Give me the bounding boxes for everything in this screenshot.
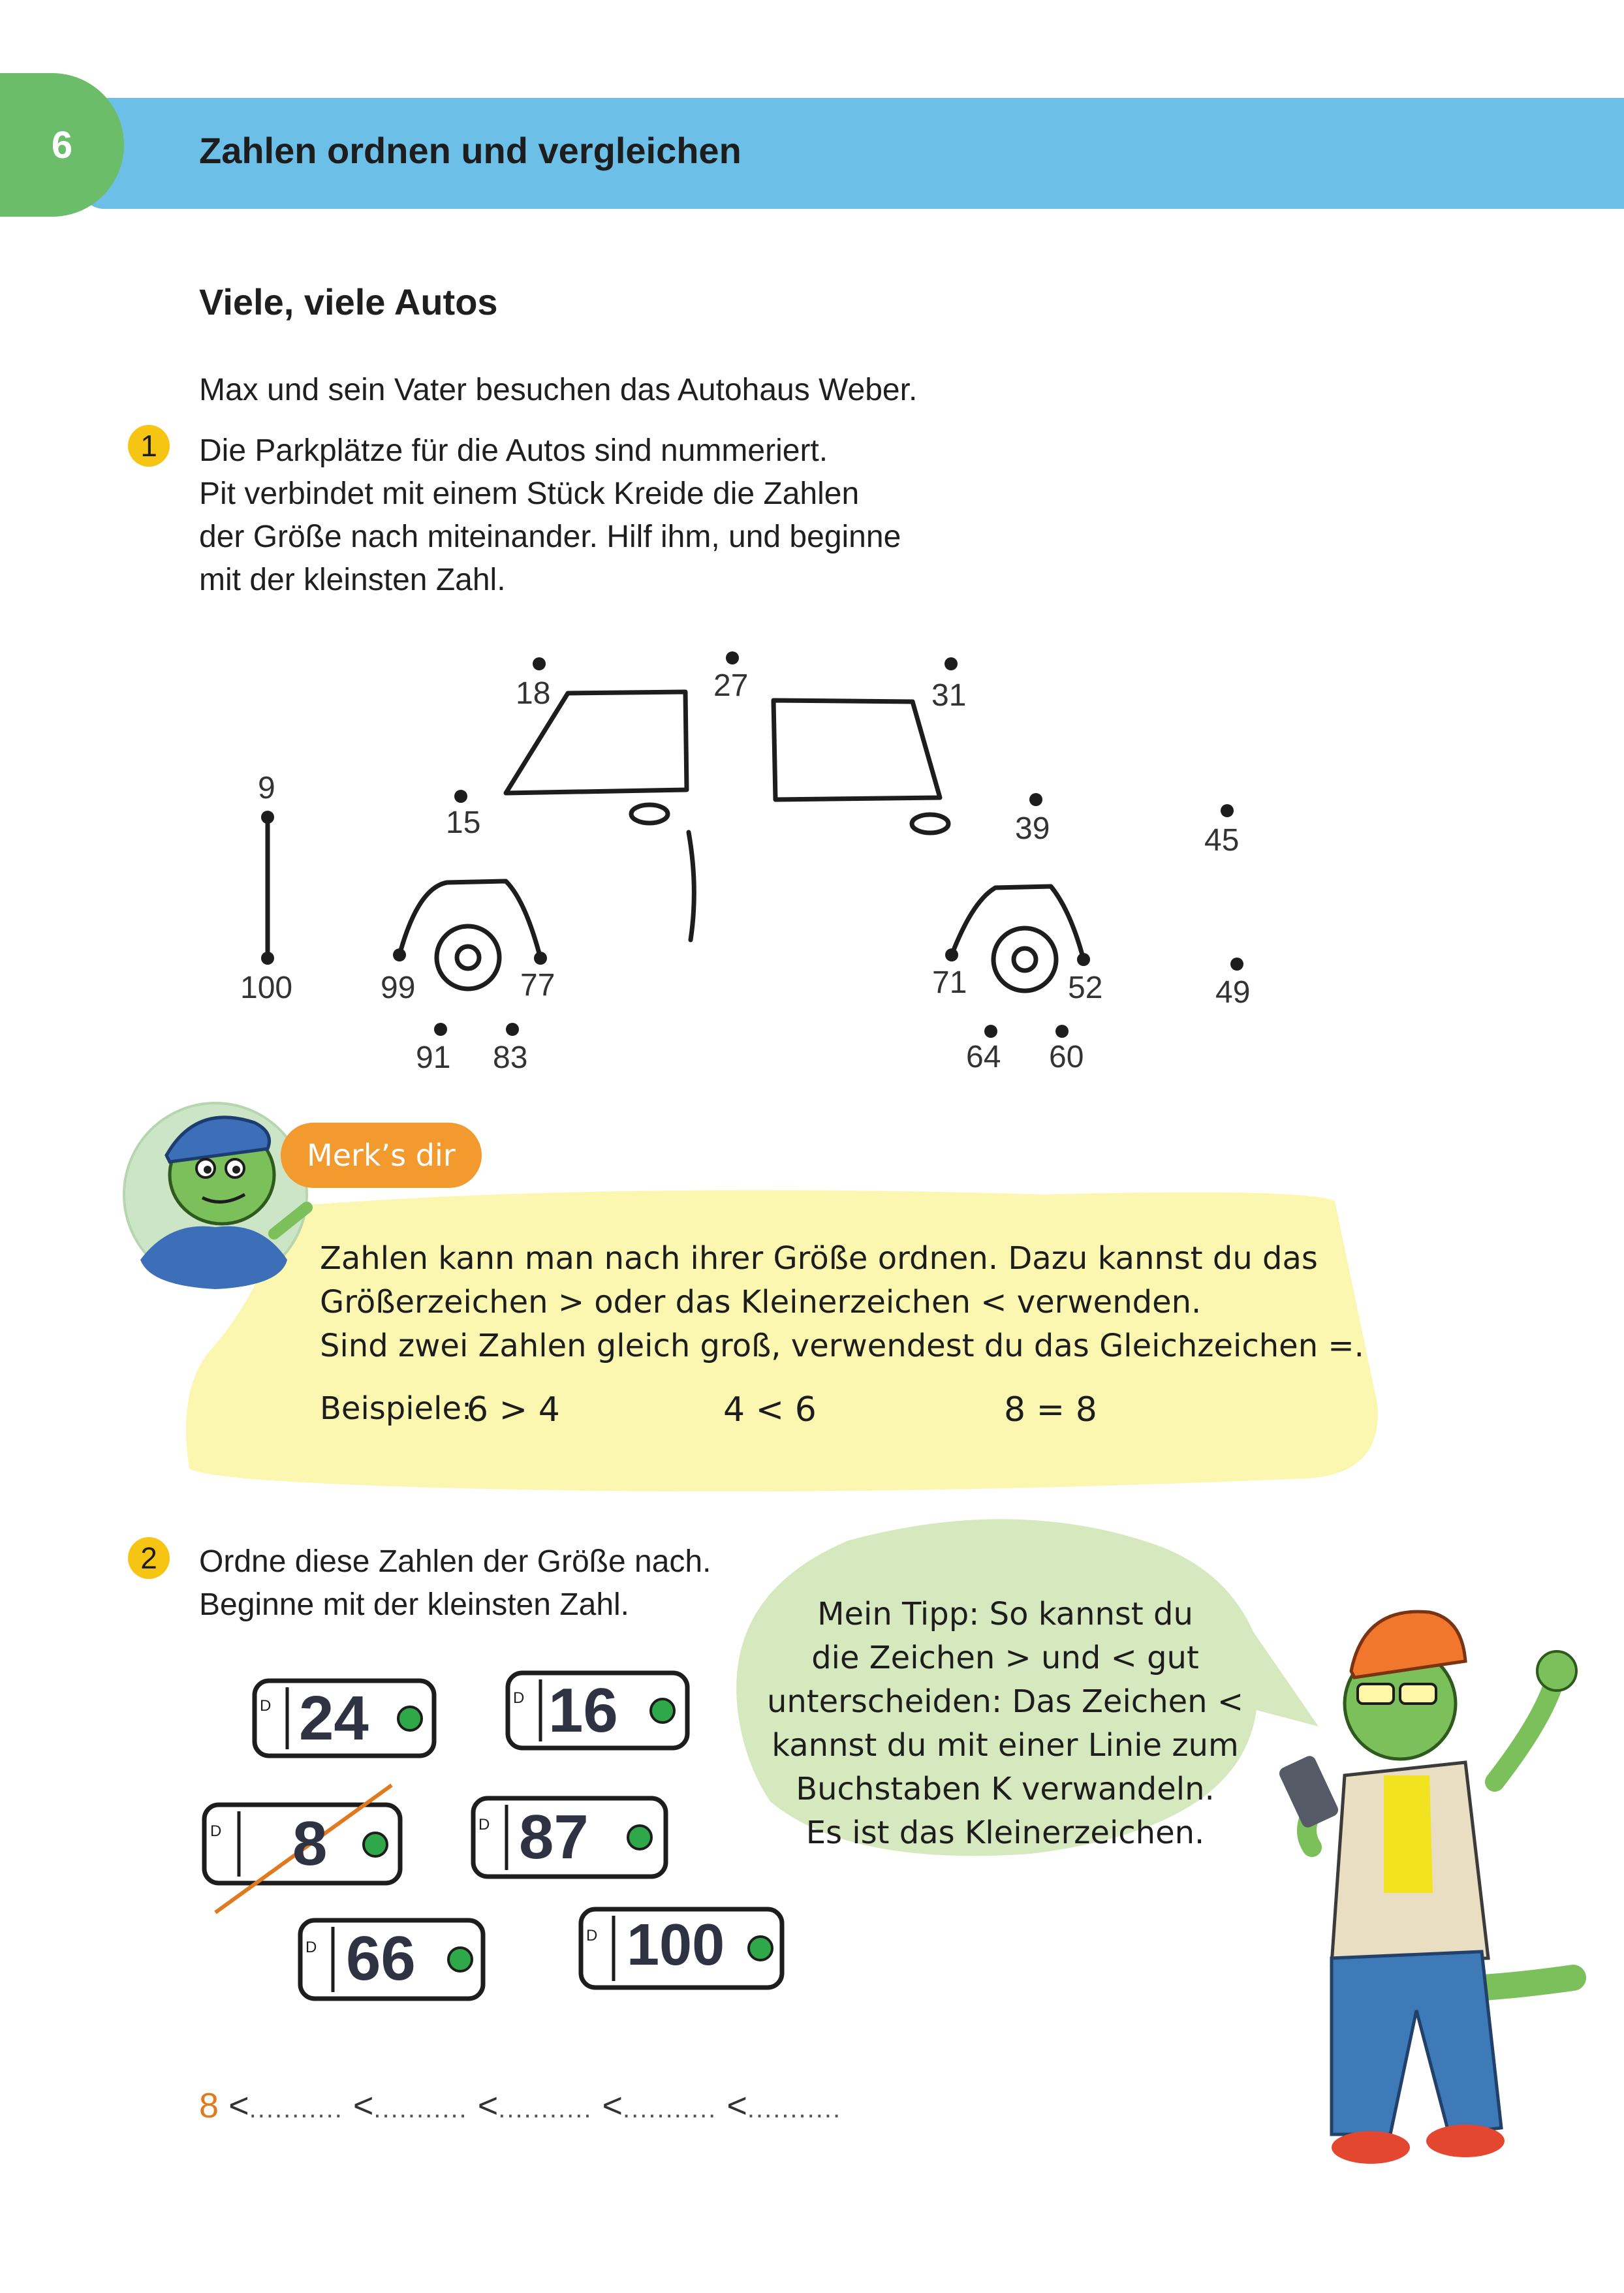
answer-blank[interactable]: ........... xyxy=(249,2095,343,2123)
dot-label-100: 100 xyxy=(240,971,293,1005)
dot-83 xyxy=(506,1023,519,1036)
example-3: 8 = 8 xyxy=(1004,1390,1097,1429)
task-1-line: der Größe nach miteinander. Hilf ihm, und beginne xyxy=(199,520,901,554)
dot-label-71: 71 xyxy=(932,965,967,1000)
dot-label-60: 60 xyxy=(1049,1040,1084,1074)
dot-label-64: 64 xyxy=(966,1040,1001,1074)
tip-text xyxy=(764,1593,1247,1855)
tip-line: die Zeichen > und < gut xyxy=(811,1640,1199,1676)
merk-tag: Merk’s dir xyxy=(281,1123,482,1188)
dot-71 xyxy=(945,948,958,961)
task-1-line: Die Parkplätze für die Autos sind nummeriert. xyxy=(199,433,828,468)
tip-line: kannst du mit einer Linie zum xyxy=(772,1727,1239,1764)
plate-number-66: 66 xyxy=(346,1924,416,1993)
task-2-line: Ordne diese Zahlen der Größe nach. xyxy=(199,1544,711,1579)
plate-prefix: D xyxy=(586,1927,598,1944)
page-number: 6 xyxy=(51,123,73,166)
merk-line: Zahlen kann man nach ihrer Größe ordnen. Dazu kannst du das xyxy=(320,1240,1318,1277)
dot-label-27: 27 xyxy=(713,668,749,703)
dot-label-99: 99 xyxy=(381,971,416,1005)
dot-label-77: 77 xyxy=(520,968,555,1003)
dot-77 xyxy=(534,952,547,965)
dot-39 xyxy=(1029,793,1042,806)
tip-line: Buchstaben K verwandeln. xyxy=(796,1771,1215,1807)
dot-label-39: 39 xyxy=(1015,811,1050,846)
dot-64 xyxy=(984,1025,997,1038)
merk-text xyxy=(320,1237,1364,1368)
dot-52 xyxy=(1077,953,1090,966)
plate-prefix: D xyxy=(478,1816,490,1833)
standing-dragon-mascot xyxy=(1277,1612,1576,2164)
door-line xyxy=(689,832,694,940)
answer-symbol: < xyxy=(228,2086,249,2125)
answer-blank[interactable]: ........... xyxy=(623,2095,717,2123)
plate-prefix: D xyxy=(305,1939,317,1956)
dot-49 xyxy=(1230,958,1243,971)
task-1-number: 1 xyxy=(128,425,170,467)
answer-symbol: < xyxy=(602,2086,623,2125)
example-1: 6 > 4 xyxy=(467,1390,560,1429)
answer-blank[interactable]: ........... xyxy=(747,2095,842,2123)
dot-label-91: 91 xyxy=(416,1040,451,1075)
section-title: Viele, viele Autos xyxy=(199,281,498,322)
dot-99 xyxy=(393,948,406,961)
plate-prefix: D xyxy=(210,1822,222,1840)
cap-dragon-mascot xyxy=(124,1103,307,1289)
answer-symbol: < xyxy=(352,2086,374,2125)
dot-60 xyxy=(1055,1025,1069,1038)
example-2: 4 < 6 xyxy=(723,1390,817,1429)
dot-label-15: 15 xyxy=(446,805,481,840)
examples-label: Beispiele: xyxy=(320,1390,473,1427)
dot-label-52: 52 xyxy=(1068,971,1103,1005)
plate-prefix: D xyxy=(260,1697,272,1715)
task-2-instructions xyxy=(199,1540,852,1627)
dot-27 xyxy=(726,651,739,664)
dot-31 xyxy=(945,657,958,670)
dot-15 xyxy=(454,790,467,803)
tip-line: unterscheiden: Das Zeichen < xyxy=(766,1683,1244,1720)
dot-9 xyxy=(261,811,274,824)
wheel-left xyxy=(437,926,499,989)
tip-line: Es ist das Kleinerzeichen. xyxy=(805,1815,1205,1851)
dot-label-45: 45 xyxy=(1204,823,1240,858)
plate-number-100: 100 xyxy=(627,1912,725,1978)
plate-number-16: 16 xyxy=(548,1676,618,1745)
dot-45 xyxy=(1221,804,1234,817)
merk-line: Sind zwei Zahlen gleich groß, verwendest du das Gleichzeichen =. xyxy=(320,1328,1364,1364)
answer-blank[interactable]: ........... xyxy=(498,2095,593,2123)
task-1-line: Pit verbindet mit einem Stück Kreide die Zahlen xyxy=(199,476,860,511)
answer-blank[interactable]: ........... xyxy=(373,2095,468,2123)
plate-number-24: 24 xyxy=(299,1683,369,1753)
answer-line xyxy=(199,2085,841,2126)
dot-label-49: 49 xyxy=(1215,975,1251,1010)
dot-label-83: 83 xyxy=(493,1040,528,1075)
dot-100 xyxy=(261,952,274,965)
task-2-number: 2 xyxy=(128,1537,170,1579)
answer-symbol: < xyxy=(477,2086,499,2125)
plate-number-8: 8 xyxy=(292,1809,328,1879)
window-right xyxy=(773,700,940,800)
plate-prefix: D xyxy=(513,1689,525,1707)
answer-start: 8 xyxy=(199,2086,219,2125)
intro-text: Max und sein Vater besuchen das Autohaus Weber. xyxy=(199,373,918,407)
door-handle-right xyxy=(912,815,948,833)
door-handle-left xyxy=(631,805,668,823)
dot-label-31: 31 xyxy=(931,678,967,713)
task-1-line: mit der kleinsten Zahl. xyxy=(199,563,506,597)
dot-label-9: 9 xyxy=(258,771,275,805)
dot-label-18: 18 xyxy=(516,676,551,711)
dot-91 xyxy=(434,1023,447,1036)
answer-symbol: < xyxy=(726,2086,747,2125)
tip-line: Mein Tipp: So kannst du xyxy=(817,1596,1193,1632)
wheel-right xyxy=(993,928,1056,991)
chapter-title: Zahlen ordnen und vergleichen xyxy=(199,130,742,171)
task-2-line: Beginne mit der kleinsten Zahl. xyxy=(199,1587,630,1622)
merk-line: Größerzeichen > oder das Kleinerzeichen < verwenden. xyxy=(320,1284,1202,1320)
dot-18 xyxy=(533,657,546,670)
plate-number-87: 87 xyxy=(519,1802,589,1872)
